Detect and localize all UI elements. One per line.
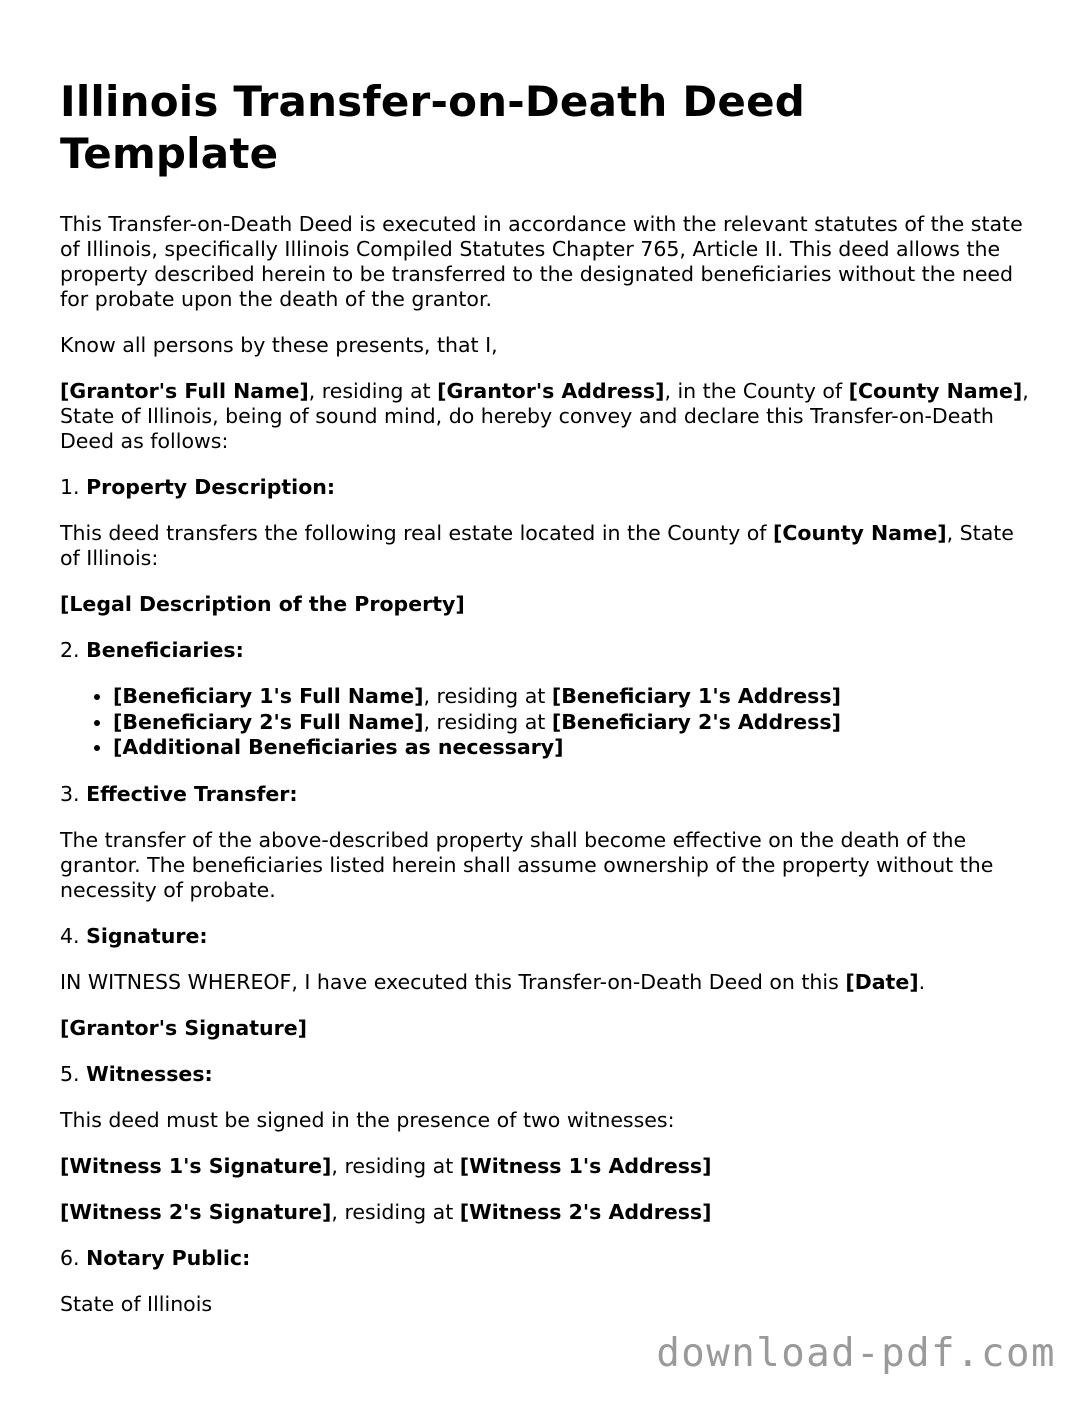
witness-1-address-placeholder: [Witness 1's Address]: [459, 1153, 712, 1178]
document-page: [60, 76, 1030, 1338]
watermark: download-pdf.com: [656, 1331, 1056, 1376]
section-5-heading: 5. Witnesses:: [60, 1061, 213, 1086]
notary-state-line: State of Illinois: [60, 1291, 213, 1316]
grantor-address-placeholder: [Grantor's Address]: [437, 379, 665, 403]
page-title: Illinois Transfer-on-Death Deed Template: [60, 77, 806, 178]
legal-description-placeholder: [Legal Description of the Property]: [60, 592, 465, 616]
witness-2-signature-placeholder: [Witness 2's Signature]: [60, 1199, 332, 1224]
beneficiary-1-address-placeholder: [Beneficiary 1's Address]: [551, 684, 841, 708]
witness-1-line: [Witness 1's Signature], residing at [Witness 1's Address]: [60, 1153, 712, 1178]
section-6-heading: 6. Notary Public:: [60, 1245, 251, 1270]
grantor-paragraph: [Grantor's Full Name], residing at [Grantor's Address], in the County of [County Name], State of Illinois, being of sound mind, do hereby convey and declare this Transfer-on-Death Deed as follows:: [60, 379, 1029, 453]
section-2-heading: 2. Beneficiaries:: [60, 638, 244, 662]
list-item: [113, 735, 1030, 761]
beneficiary-2-name-placeholder: [Beneficiary 2's Full Name]: [113, 709, 424, 734]
effective-transfer-paragraph: The transfer of the above-described property shall become effective on the death of the grantor. The beneficiaries listed herein shall assume ownership of the property without the necessity of probate.: [60, 827, 994, 902]
witness-2-address-placeholder: [Witness 2's Address]: [459, 1199, 712, 1224]
witnesses-paragraph: This deed must be signed in the presence of two witnesses:: [60, 1107, 675, 1132]
know-all-paragraph: Know all persons by these presents, that I,: [60, 333, 498, 357]
grantor-name-placeholder: [Grantor's Full Name]: [60, 379, 309, 403]
section-3-heading: 3. Effective Transfer:: [60, 781, 298, 806]
beneficiaries-list: [60, 684, 1030, 761]
list-item: • [Beneficiary 2's Full Name], residing at [Beneficiary 2's Address]: [113, 710, 1030, 736]
additional-beneficiaries-placeholder: [Additional Beneficiaries as necessary]: [113, 735, 564, 759]
intro-paragraph: This Transfer-on-Death Deed is executed in accordance with the relevant statutes of the state of Illinois, specifically Illinois Compiled Statutes Chapter 765, Article II. This deed allows the property described herein to be transferred to the designated beneficiaries without the need for probate upon the death of the grantor.: [60, 212, 1023, 311]
county-name-placeholder: [County Name]: [848, 379, 1023, 403]
date-placeholder: [Date]: [845, 969, 919, 994]
witness-2-line: [Witness 2's Signature], residing at [Witness 2's Address]: [60, 1199, 712, 1224]
list-item: • [Beneficiary 1's Full Name], residing at [Beneficiary 1's Address]: [113, 684, 1030, 710]
county-name-placeholder: [County Name]: [773, 521, 947, 545]
witness-whereof-paragraph: IN WITNESS WHEREOF, I have executed this Transfer-on-Death Deed on this [Date].: [60, 969, 926, 994]
witness-1-signature-placeholder: [Witness 1's Signature]: [60, 1153, 332, 1178]
beneficiary-2-address-placeholder: [Beneficiary 2's Address]: [551, 709, 841, 734]
section-4-heading: 4. Signature:: [60, 923, 208, 948]
property-description-paragraph: This deed transfers the following real estate located in the County of [County Name], State of Illinois:: [60, 521, 1014, 570]
grantor-signature-placeholder: [Grantor's Signature]: [60, 1015, 308, 1040]
section-1-heading: 1. Property Description:: [60, 475, 336, 499]
beneficiary-1-name-placeholder: [Beneficiary 1's Full Name]: [113, 684, 424, 708]
